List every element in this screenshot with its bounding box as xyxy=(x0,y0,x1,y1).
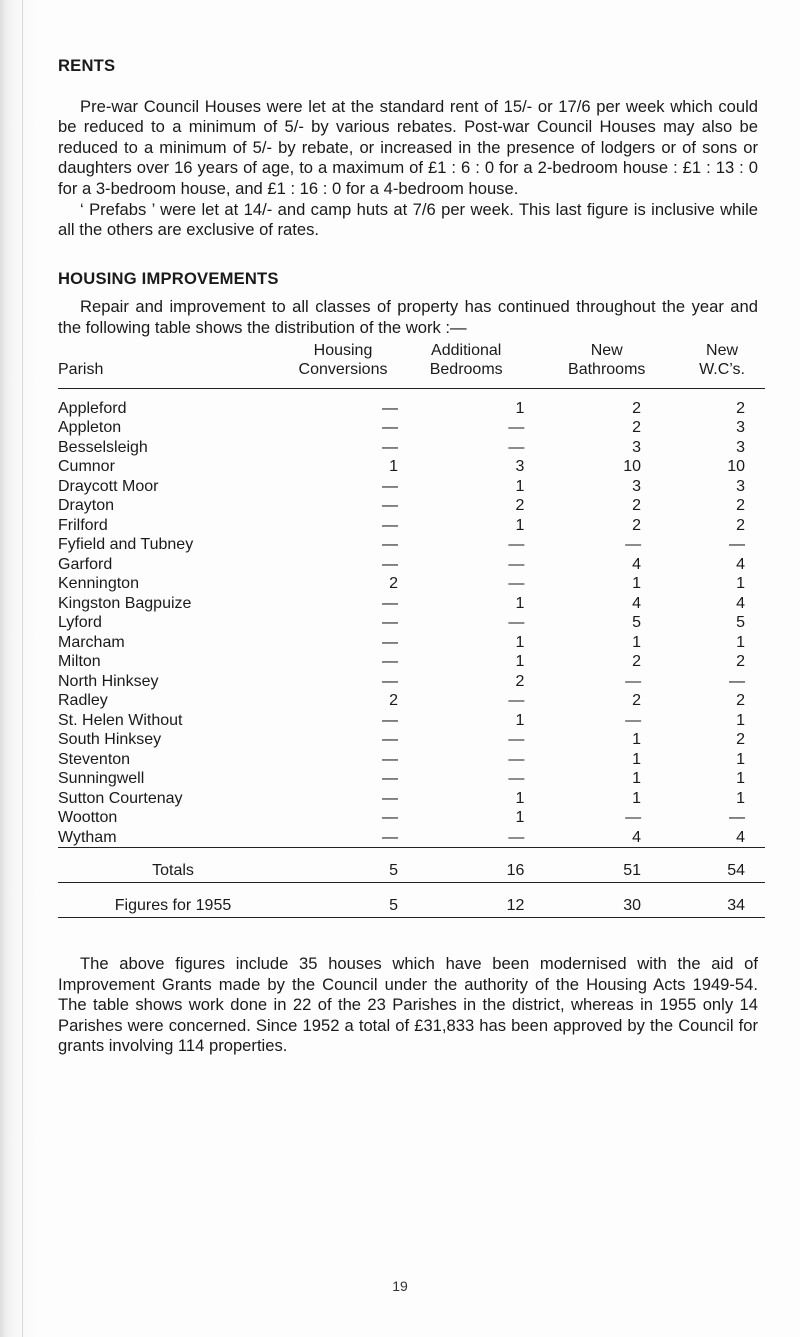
housing-improvements-table xyxy=(58,341,765,925)
table-row xyxy=(58,789,765,809)
table-row xyxy=(58,399,765,419)
col-header-wcs: W.C’s. xyxy=(699,361,745,379)
wcs-cell: 2 xyxy=(736,399,745,417)
col-header-bathrooms-top: New xyxy=(590,341,623,359)
col-header-bathrooms: Bathrooms xyxy=(568,361,646,379)
bedrooms-cell: — xyxy=(508,419,525,437)
table-row xyxy=(58,535,765,555)
bedrooms-cell: 2 xyxy=(515,672,525,690)
bedrooms-cell: 1 xyxy=(515,516,525,534)
conversions-cell: — xyxy=(382,828,398,846)
bedrooms-cell: 1 xyxy=(515,594,525,612)
parish-cell: Sutton Courtenay xyxy=(58,789,183,807)
bedrooms-cell: — xyxy=(508,692,525,710)
figures-1955-wcs: 34 xyxy=(727,897,745,915)
table-row xyxy=(58,769,765,789)
bedrooms-cell: — xyxy=(508,828,525,846)
conversions-cell: — xyxy=(382,555,398,573)
conversions-cell: — xyxy=(382,477,398,495)
bathrooms-cell: 1 xyxy=(632,633,642,651)
bedrooms-cell: 1 xyxy=(515,809,525,827)
bathrooms-cell: — xyxy=(625,809,642,827)
table-row xyxy=(58,418,765,438)
bathrooms-cell: 3 xyxy=(632,438,642,456)
conversions-cell: — xyxy=(382,594,398,612)
table-footer xyxy=(58,848,765,925)
housing-summary-paragraph: The above figures include 35 houses which have been modernised with the aid of Improvement Grants made by the Council under the authority of the Housing Acts 1949-54. The table shows work done in 22 of the 23 Parishes in the district, whereas in 1955 only 14 Parishes were concerned. Since 1952 a total of £31,833 has been approved by the Council for grants involving 114 properties. xyxy=(58,954,758,1056)
bathrooms-cell: 1 xyxy=(632,750,642,768)
totals-conversions: 5 xyxy=(389,862,398,880)
bathrooms-cell: — xyxy=(625,536,642,554)
wcs-cell: 2 xyxy=(736,516,745,534)
conversions-cell: — xyxy=(382,750,398,768)
table-bottom-rule xyxy=(58,918,765,925)
parish-cell: North Hinksey xyxy=(58,672,159,690)
parish-cell: Draycott Moor xyxy=(58,477,159,495)
parish-cell: Wytham xyxy=(58,828,117,846)
figures-1955-rule xyxy=(58,883,765,896)
table-row xyxy=(58,633,765,653)
bathrooms-cell: 2 xyxy=(632,516,642,534)
bathrooms-cell: 2 xyxy=(632,653,642,671)
housing-intro-paragraph: Repair and improvement to all classes of property has continued throughout the year and the following table shows the distribution of the work :— xyxy=(58,297,758,337)
wcs-cell: — xyxy=(729,536,745,554)
bathrooms-cell: 1 xyxy=(632,731,642,749)
conversions-cell: — xyxy=(382,809,398,827)
parish-cell: Fyfield and Tubney xyxy=(58,536,194,554)
conversions-cell: — xyxy=(382,516,398,534)
table-row xyxy=(58,457,765,477)
table-row xyxy=(58,594,765,614)
parish-cell: Lyford xyxy=(58,614,102,632)
conversions-cell: — xyxy=(382,770,398,788)
rents-paragraph-2: ‘ Prefabs ’ were let at 14/- and camp huts at 7/6 per week. This last figure is inclusive while all the others are exclusive of rates. xyxy=(58,199,758,240)
parish-cell: South Hinksey xyxy=(58,731,162,749)
table-row xyxy=(58,672,765,692)
table-row xyxy=(58,555,765,575)
table-row xyxy=(58,750,765,770)
bathrooms-cell: 2 xyxy=(632,497,642,515)
bathrooms-cell: 10 xyxy=(623,458,642,476)
totals-bathrooms: 51 xyxy=(623,862,642,880)
figures-1955-row xyxy=(58,895,765,918)
bathrooms-cell: 5 xyxy=(632,614,642,632)
bathrooms-cell: 1 xyxy=(632,575,642,593)
bedrooms-cell: 1 xyxy=(515,711,525,729)
bathrooms-cell: 4 xyxy=(632,828,642,846)
page-content xyxy=(58,56,758,1057)
totals-label: Totals xyxy=(152,862,194,880)
figures-1955-bedrooms: 12 xyxy=(506,897,525,915)
conversions-cell: 1 xyxy=(389,458,398,476)
bedrooms-cell: 1 xyxy=(515,399,525,417)
wcs-cell: 1 xyxy=(736,711,745,729)
conversions-cell: — xyxy=(382,633,398,651)
figures-1955-bathrooms: 30 xyxy=(623,897,642,915)
parish-cell: Garford xyxy=(58,555,113,573)
parish-cell: Kennington xyxy=(58,575,139,593)
bedrooms-cell: 1 xyxy=(515,477,525,495)
bathrooms-cell: 4 xyxy=(632,594,642,612)
totals-rule xyxy=(58,848,765,861)
table-row xyxy=(58,496,765,516)
parish-cell: Wootton xyxy=(58,809,118,827)
rents-paragraph-1: Pre-war Council Houses were let at the standard rent of 15/- or 17/6 per week which could be reduced to a minimum of 5/- by various rebates. Post-war Council Houses may also be reduced to a minimum of 5/- by rebate, or increased in the presence of lodgers or of sons or daughters over 16 years of age, to a maximum of £1 : 6 : 0 for a 2-bedroom house : £1 : 13 : 0 for a 3-bedroom house, and £1 : 16 : 0 for a 4-bedroom house. xyxy=(58,96,758,198)
col-header-wcs-top: New xyxy=(706,341,739,359)
figures-1955-label: Figures for 1955 xyxy=(114,897,232,915)
table-row xyxy=(58,652,765,672)
binding-rule xyxy=(22,0,23,1337)
wcs-cell: 10 xyxy=(727,458,745,476)
bedrooms-cell: — xyxy=(508,575,525,593)
table-row xyxy=(58,574,765,594)
wcs-cell: 2 xyxy=(736,731,745,749)
page-number: 19 xyxy=(392,1278,408,1294)
wcs-cell: 3 xyxy=(736,477,745,495)
parish-cell: Sunningwell xyxy=(58,770,145,788)
wcs-cell: 1 xyxy=(736,750,745,768)
parish-cell: Appleton xyxy=(58,419,122,437)
wcs-cell: 4 xyxy=(736,594,745,612)
wcs-cell: 3 xyxy=(736,438,745,456)
wcs-cell: 2 xyxy=(736,692,745,710)
wcs-cell: 5 xyxy=(736,614,745,632)
table-row xyxy=(58,828,765,848)
conversions-cell: — xyxy=(382,653,398,671)
bathrooms-cell: 2 xyxy=(632,399,642,417)
table-row xyxy=(58,516,765,536)
bedrooms-cell: — xyxy=(508,770,525,788)
table-row xyxy=(58,438,765,458)
col-header-bedrooms-top: Additional xyxy=(431,341,502,359)
bedrooms-cell: — xyxy=(508,555,525,573)
wcs-cell: 1 xyxy=(736,789,745,807)
totals-bedrooms: 16 xyxy=(506,862,525,880)
wcs-cell: 1 xyxy=(736,770,745,788)
wcs-cell: 1 xyxy=(736,633,745,651)
parish-cell: Drayton xyxy=(58,497,115,515)
conversions-cell: — xyxy=(382,711,398,729)
bedrooms-cell: 2 xyxy=(515,497,525,515)
wcs-cell: 4 xyxy=(736,828,745,846)
table-top-rule xyxy=(58,388,765,399)
col-header-parish: Parish xyxy=(58,361,104,379)
page-binding-edge xyxy=(0,0,36,1337)
housing-improvements-heading: HOUSING IMPROVEMENTS xyxy=(58,268,279,288)
figures-1955-conversions: 5 xyxy=(389,897,398,915)
conversions-cell: 2 xyxy=(389,575,398,593)
bedrooms-cell: — xyxy=(508,614,525,632)
bedrooms-cell: — xyxy=(508,438,525,456)
bedrooms-cell: — xyxy=(508,750,525,768)
table-row xyxy=(58,691,765,711)
parish-cell: St. Helen Without xyxy=(58,711,183,729)
conversions-cell: — xyxy=(382,789,398,807)
table-row xyxy=(58,730,765,750)
conversions-cell: — xyxy=(382,399,398,417)
bedrooms-cell: — xyxy=(508,731,525,749)
col-header-bedrooms: Bedrooms xyxy=(429,361,503,379)
table-row xyxy=(58,808,765,828)
wcs-cell: 1 xyxy=(736,575,745,593)
conversions-cell: — xyxy=(382,536,398,554)
parish-cell: Steventon xyxy=(58,750,131,768)
wcs-cell: 4 xyxy=(736,555,745,573)
conversions-cell: — xyxy=(382,614,398,632)
table-row xyxy=(58,613,765,633)
table-row xyxy=(58,711,765,731)
conversions-cell: — xyxy=(382,419,398,437)
totals-wcs: 54 xyxy=(727,862,745,880)
wcs-cell: 2 xyxy=(736,497,745,515)
bathrooms-cell: 2 xyxy=(632,692,642,710)
bedrooms-cell: — xyxy=(508,536,525,554)
bedrooms-cell: 3 xyxy=(515,458,525,476)
totals-row xyxy=(58,860,765,883)
table-row xyxy=(58,477,765,497)
parish-cell: Kingston Bagpuize xyxy=(58,594,192,612)
conversions-cell: — xyxy=(382,497,398,515)
bedrooms-cell: 1 xyxy=(515,789,525,807)
table-body xyxy=(58,388,765,848)
conversions-cell: — xyxy=(382,672,398,690)
rents-heading: RENTS xyxy=(58,56,116,75)
col-header-conversions: Conversions xyxy=(298,361,388,379)
conversions-cell: 2 xyxy=(389,692,398,710)
bathrooms-cell: 4 xyxy=(632,555,642,573)
bathrooms-cell: — xyxy=(625,711,642,729)
bathrooms-cell: 2 xyxy=(632,419,642,437)
parish-cell: Besselsleigh xyxy=(58,438,148,456)
wcs-cell: 3 xyxy=(736,419,745,437)
parish-cell: Frilford xyxy=(58,516,108,534)
col-header-conversions-top: Housing xyxy=(313,341,373,359)
parish-cell: Milton xyxy=(58,653,101,671)
wcs-cell: — xyxy=(729,672,745,690)
parish-cell: Cumnor xyxy=(58,458,115,476)
parish-cell: Appleford xyxy=(58,399,127,417)
bathrooms-cell: — xyxy=(625,672,642,690)
bathrooms-cell: 3 xyxy=(632,477,642,495)
wcs-cell: 2 xyxy=(736,653,745,671)
bedrooms-cell: 1 xyxy=(515,633,525,651)
wcs-cell: — xyxy=(729,809,745,827)
parish-cell: Marcham xyxy=(58,633,125,651)
conversions-cell: — xyxy=(382,438,398,456)
conversions-cell: — xyxy=(382,731,398,749)
bathrooms-cell: 1 xyxy=(632,789,642,807)
bathrooms-cell: 1 xyxy=(632,770,642,788)
parish-cell: Radley xyxy=(58,692,108,710)
bedrooms-cell: 1 xyxy=(515,653,525,671)
